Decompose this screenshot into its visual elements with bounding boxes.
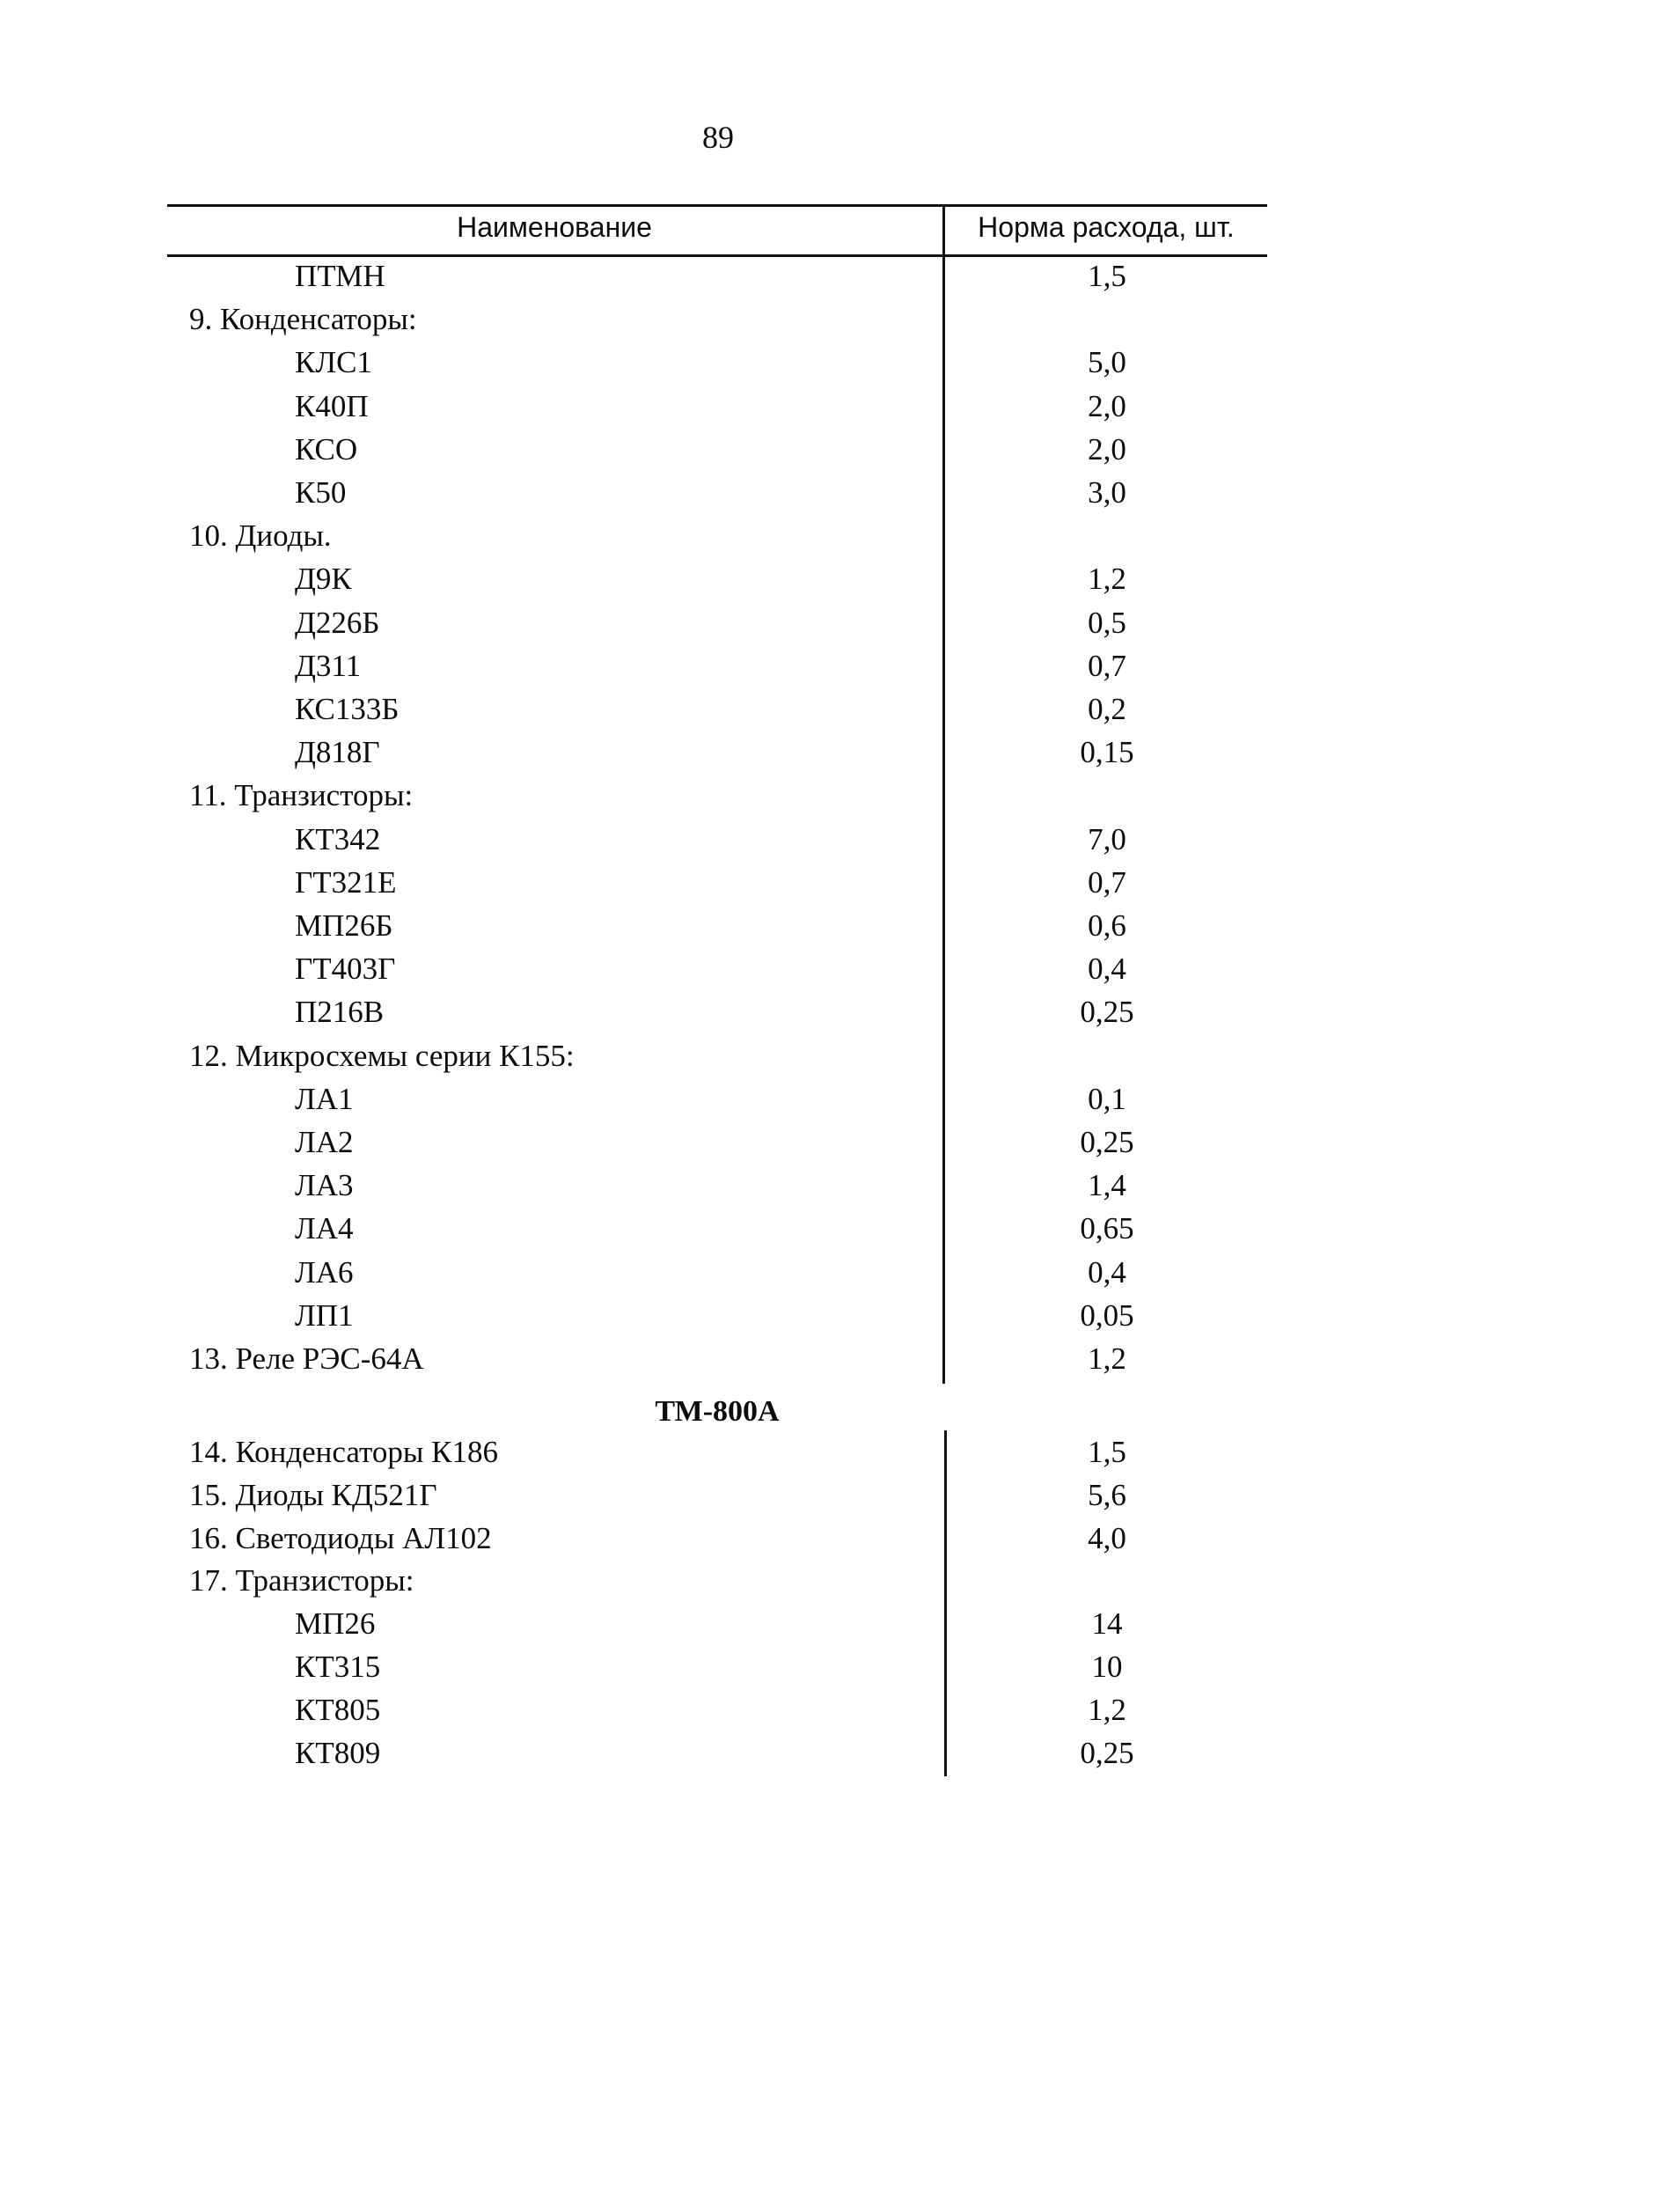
table-row bbox=[0, 649, 1679, 689]
row-value: 2,0 bbox=[1088, 431, 1126, 467]
row-name: ГТ321Е bbox=[295, 864, 397, 900]
table-row bbox=[0, 1255, 1679, 1296]
row-name: Д226Б bbox=[295, 605, 380, 640]
table-row bbox=[0, 995, 1679, 1035]
row-value: 4,0 bbox=[1088, 1520, 1126, 1555]
row-name: КТ342 bbox=[295, 821, 381, 856]
row-value: 0,4 bbox=[1088, 1254, 1126, 1290]
row-name: 13. Реле РЭС-64А bbox=[189, 1341, 424, 1376]
row-name: МП26 bbox=[295, 1606, 376, 1642]
row-value: 0,25 bbox=[1080, 1125, 1134, 1159]
row-name: 12. Микросхемы серии К155: bbox=[189, 1038, 575, 1073]
header-norm: Норма расхода, шт. bbox=[978, 211, 1235, 243]
row-name: ЛА6 bbox=[295, 1254, 354, 1290]
row-value: 0,65 bbox=[1080, 1211, 1134, 1246]
row-value: 2,0 bbox=[1088, 388, 1126, 423]
table-row bbox=[0, 606, 1679, 646]
row-name: 9. Конденсаторы: bbox=[189, 302, 417, 337]
table-row bbox=[0, 302, 1679, 342]
table-row bbox=[0, 1606, 1679, 1647]
row-value: 0,7 bbox=[1088, 864, 1126, 900]
table-row bbox=[0, 908, 1679, 949]
row-name: 16. Светодиоды АЛ102 bbox=[189, 1520, 492, 1555]
row-name: ЛА4 bbox=[295, 1211, 354, 1246]
header-name: Наименование bbox=[457, 211, 652, 243]
table-row bbox=[0, 518, 1679, 559]
row-name: ЛА3 bbox=[295, 1168, 354, 1203]
table-row bbox=[0, 1435, 1679, 1475]
table-row bbox=[0, 1039, 1679, 1079]
row-name: ГТ403Г bbox=[295, 952, 396, 987]
row-value: 1,5 bbox=[1088, 1435, 1126, 1469]
table-row bbox=[0, 865, 1679, 906]
table-row bbox=[0, 1521, 1679, 1562]
row-value: 1,2 bbox=[1088, 1341, 1126, 1376]
row-name: КТ315 bbox=[295, 1650, 381, 1684]
row-value: 1,2 bbox=[1088, 562, 1126, 597]
row-value: 0,05 bbox=[1080, 1297, 1134, 1333]
table-row bbox=[0, 1125, 1679, 1165]
row-name: К50 bbox=[295, 475, 347, 510]
row-name: 11. Транзисторы: bbox=[189, 778, 414, 813]
table-row bbox=[0, 692, 1679, 732]
row-name: КТ805 bbox=[295, 1692, 381, 1727]
table-row bbox=[0, 1563, 1679, 1604]
table-row bbox=[0, 345, 1679, 386]
row-value: 14 bbox=[1091, 1606, 1123, 1642]
row-value: 0,25 bbox=[1080, 1735, 1134, 1770]
table-row bbox=[0, 1478, 1679, 1518]
table-row bbox=[0, 475, 1679, 516]
row-name: 10. Диоды. bbox=[189, 518, 332, 554]
row-name: 17. Транзисторы: bbox=[189, 1563, 414, 1598]
table-row bbox=[0, 1082, 1679, 1122]
row-name: ПТМН bbox=[295, 259, 385, 293]
row-name: Д818Г bbox=[295, 735, 380, 770]
row-value: 5,0 bbox=[1088, 345, 1126, 380]
row-value: 0,2 bbox=[1088, 692, 1126, 726]
section-title: ТМ-800А bbox=[655, 1395, 780, 1428]
row-name: ЛП1 bbox=[295, 1297, 354, 1333]
table-row bbox=[0, 735, 1679, 775]
row-name: ЛА1 bbox=[295, 1081, 354, 1116]
table-row bbox=[0, 432, 1679, 473]
row-name: КЛС1 bbox=[295, 345, 372, 380]
row-value: 0,6 bbox=[1088, 908, 1126, 943]
row-name: П216В bbox=[295, 995, 385, 1030]
row-name: Д311 bbox=[295, 648, 362, 683]
row-name: КТ809 bbox=[295, 1735, 381, 1770]
table-row bbox=[0, 1168, 1679, 1209]
row-name: 15. Диоды КД521Г bbox=[189, 1477, 437, 1512]
row-value: 1,4 bbox=[1088, 1168, 1126, 1203]
row-value: 0,15 bbox=[1080, 735, 1134, 770]
row-value: 1,2 bbox=[1088, 1692, 1126, 1727]
row-name: КСО bbox=[295, 431, 358, 467]
table-row bbox=[0, 562, 1679, 602]
table-row bbox=[0, 1298, 1679, 1339]
row-value: 0,1 bbox=[1088, 1081, 1126, 1116]
row-name: МП26Б bbox=[295, 908, 393, 943]
row-name: ЛА2 bbox=[295, 1125, 354, 1159]
table-row bbox=[0, 259, 1679, 299]
table-row bbox=[0, 952, 1679, 992]
row-name: КС133Б bbox=[295, 692, 400, 726]
row-name: 14. Конденсаторы К186 bbox=[189, 1435, 498, 1469]
table-row bbox=[0, 822, 1679, 863]
table-row bbox=[0, 1341, 1679, 1382]
table-row bbox=[0, 1693, 1679, 1733]
row-value: 5,6 bbox=[1088, 1477, 1126, 1512]
row-value: 1,5 bbox=[1088, 259, 1126, 293]
row-value: 7,0 bbox=[1088, 821, 1126, 856]
table-row bbox=[0, 1736, 1679, 1776]
table-row bbox=[0, 778, 1679, 819]
row-value: 10 bbox=[1091, 1650, 1123, 1684]
table-row bbox=[0, 1211, 1679, 1252]
row-value: 0,25 bbox=[1080, 995, 1134, 1030]
table-row bbox=[0, 389, 1679, 430]
row-value: 0,7 bbox=[1088, 648, 1126, 683]
page-number: 89 bbox=[702, 120, 734, 155]
table-row bbox=[0, 1650, 1679, 1690]
row-value: 0,4 bbox=[1088, 952, 1126, 987]
row-value: 0,5 bbox=[1088, 605, 1126, 640]
row-value: 3,0 bbox=[1088, 475, 1126, 510]
row-name: Д9К bbox=[295, 562, 352, 597]
row-name: К40П bbox=[295, 388, 369, 423]
